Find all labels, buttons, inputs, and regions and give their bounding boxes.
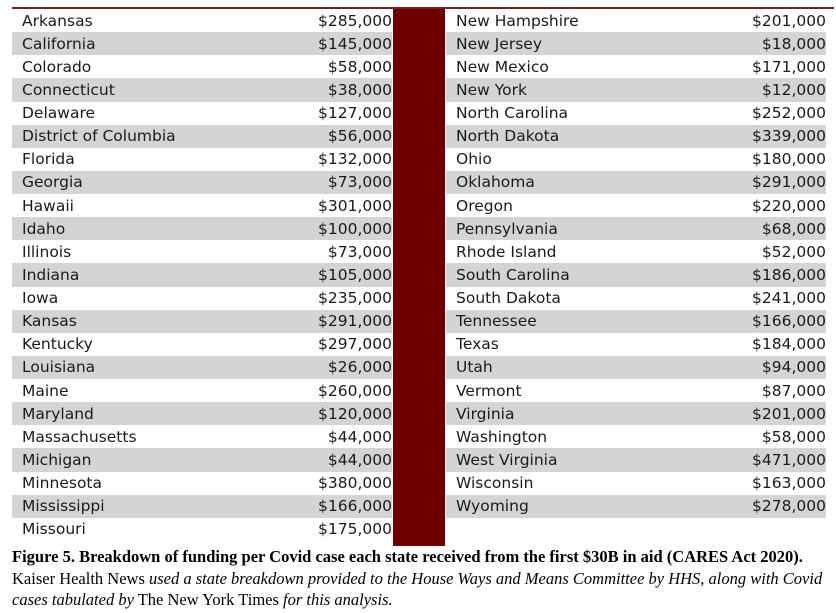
state-name: North Dakota <box>456 127 560 146</box>
funding-amount: $87,000 <box>761 381 826 400</box>
funding-amount: $278,000 <box>752 497 826 516</box>
caption-note: used a state breakdown provided to the House Ways and Means Committee by HHS, along with Covid cases tabulated by <box>12 568 823 609</box>
table-row <box>446 32 826 55</box>
table-row <box>446 495 826 518</box>
state-name: North Carolina <box>456 104 569 123</box>
state-name: Minnesota <box>22 474 102 493</box>
table-row <box>12 171 392 194</box>
table-row <box>12 310 392 333</box>
table-row <box>12 263 392 286</box>
state-name: District of Columbia <box>22 127 176 146</box>
table-row <box>12 472 392 495</box>
state-name: Michigan <box>22 450 92 469</box>
state-name: Maine <box>22 381 69 400</box>
state-name: South Carolina <box>456 265 570 284</box>
funding-amount: $26,000 <box>327 358 392 377</box>
funding-amount: $180,000 <box>752 150 826 169</box>
funding-amount: $235,000 <box>318 289 392 308</box>
table-row <box>446 310 826 333</box>
state-name: Oklahoma <box>456 173 535 192</box>
table-row <box>12 495 392 518</box>
funding-amount: $380,000 <box>318 474 392 493</box>
table-row <box>12 356 392 379</box>
caption-title: Figure 5. Breakdown of funding per Covid case each state received from the first $30B in aid (CARES Act 2020). <box>12 547 803 566</box>
state-name: Utah <box>456 358 493 377</box>
table-row <box>446 125 826 148</box>
funding-amount: $166,000 <box>318 497 392 516</box>
funding-amount: $100,000 <box>318 219 392 238</box>
state-name: Vermont <box>456 381 522 400</box>
table-row <box>446 194 826 217</box>
table-row <box>12 379 392 402</box>
funding-amount: $252,000 <box>752 104 826 123</box>
funding-amount: $58,000 <box>761 427 826 446</box>
table-row <box>446 102 826 125</box>
table-row <box>446 425 826 448</box>
funding-amount: $291,000 <box>318 312 392 331</box>
funding-amount: $186,000 <box>752 265 826 284</box>
funding-amount: $44,000 <box>327 427 392 446</box>
funding-amount: $73,000 <box>327 242 392 261</box>
funding-amount: $12,000 <box>761 80 826 99</box>
table-row <box>446 217 826 240</box>
funding-amount: $94,000 <box>761 358 826 377</box>
funding-amount: $285,000 <box>318 11 392 30</box>
funding-amount: $184,000 <box>752 335 826 354</box>
state-name: Virginia <box>456 404 515 423</box>
state-name: Wisconsin <box>456 474 534 493</box>
state-name: Colorado <box>22 57 92 76</box>
table-row <box>12 125 392 148</box>
funding-amount: $73,000 <box>327 173 392 192</box>
caption-source: Kaiser Health News <box>12 568 149 588</box>
state-name: Tennessee <box>456 312 537 331</box>
state-name: Rhode Island <box>456 242 557 261</box>
state-name: Mississippi <box>22 497 105 516</box>
table-row <box>446 148 826 171</box>
state-name: Ohio <box>456 150 492 169</box>
column-divider <box>393 9 445 546</box>
state-name: Connecticut <box>22 80 115 99</box>
state-name: West Virginia <box>456 450 558 469</box>
table-row <box>12 425 392 448</box>
state-name: Idaho <box>22 219 66 238</box>
state-name: California <box>22 34 96 53</box>
state-name: Maryland <box>22 404 94 423</box>
state-name: New Mexico <box>456 57 549 76</box>
state-name: Massachusetts <box>22 427 137 446</box>
funding-amount: $105,000 <box>318 265 392 284</box>
table-row <box>12 402 392 425</box>
funding-amount: $132,000 <box>318 150 392 169</box>
table-row <box>12 240 392 263</box>
table-row <box>12 333 392 356</box>
funding-amount: $175,000 <box>318 520 392 539</box>
table-row <box>446 240 826 263</box>
state-name: Washington <box>456 427 548 446</box>
state-name: Texas <box>456 335 499 354</box>
state-name: New York <box>456 80 527 99</box>
table-row <box>446 448 826 471</box>
state-name: Hawaii <box>22 196 74 215</box>
state-name: Arkansas <box>22 11 93 30</box>
table-row <box>446 171 826 194</box>
caption-publication: The New York Times <box>133 590 284 609</box>
table-row <box>12 194 392 217</box>
caption-note-end: for this analysis. <box>283 590 393 609</box>
funding-amount: $171,000 <box>752 57 826 76</box>
state-name: Oregon <box>456 196 513 215</box>
funding-amount: $58,000 <box>327 57 392 76</box>
funding-amount: $18,000 <box>761 34 826 53</box>
state-name: Florida <box>22 150 75 169</box>
funding-amount: $38,000 <box>327 80 392 99</box>
funding-amount: $201,000 <box>752 11 826 30</box>
table-right-column <box>446 9 826 518</box>
table-row <box>446 78 826 101</box>
funding-amount: $145,000 <box>318 34 392 53</box>
funding-amount: $297,000 <box>318 335 392 354</box>
table-row <box>446 9 826 32</box>
state-name: Wyoming <box>456 497 529 516</box>
funding-amount: $291,000 <box>752 173 826 192</box>
funding-amount: $339,000 <box>752 127 826 146</box>
table-row <box>12 102 392 125</box>
funding-amount: $163,000 <box>752 474 826 493</box>
state-name: Louisiana <box>22 358 96 377</box>
state-name: Kentucky <box>22 335 93 354</box>
state-name: Missouri <box>22 520 86 539</box>
table-row <box>12 448 392 471</box>
state-name: Pennsylvania <box>456 219 558 238</box>
table-row <box>12 217 392 240</box>
table-row <box>12 148 392 171</box>
funding-amount: $260,000 <box>318 381 392 400</box>
table-row <box>446 333 826 356</box>
table-row <box>446 263 826 286</box>
state-name: Georgia <box>22 173 83 192</box>
funding-amount: $127,000 <box>318 104 392 123</box>
state-name: Indiana <box>22 265 80 284</box>
funding-amount: $120,000 <box>318 404 392 423</box>
table-row <box>12 55 392 78</box>
funding-amount: $52,000 <box>761 242 826 261</box>
table-row <box>12 78 392 101</box>
funding-amount: $68,000 <box>761 219 826 238</box>
state-name: Delaware <box>22 104 96 123</box>
figure-caption <box>12 546 832 611</box>
funding-amount: $241,000 <box>752 289 826 308</box>
state-name: Illinois <box>22 242 72 261</box>
state-name: South Dakota <box>456 289 561 308</box>
funding-amount: $201,000 <box>752 404 826 423</box>
funding-amount: $44,000 <box>327 450 392 469</box>
table-row <box>446 287 826 310</box>
table-row <box>446 402 826 425</box>
funding-amount: $220,000 <box>752 196 826 215</box>
state-name: Kansas <box>22 312 77 331</box>
funding-amount: $301,000 <box>318 196 392 215</box>
table-left-column <box>12 9 392 541</box>
table-row <box>446 356 826 379</box>
funding-amount: $471,000 <box>752 450 826 469</box>
state-name: New Hampshire <box>456 11 579 30</box>
table-row <box>12 32 392 55</box>
table-row <box>446 55 826 78</box>
table-row <box>446 472 826 495</box>
state-name: New Jersey <box>456 34 542 53</box>
funding-amount: $166,000 <box>752 312 826 331</box>
table-row <box>446 379 826 402</box>
table-row <box>12 287 392 310</box>
table-row <box>12 9 392 32</box>
table-row <box>12 518 392 541</box>
funding-amount: $56,000 <box>327 127 392 146</box>
state-name: Iowa <box>22 289 59 308</box>
